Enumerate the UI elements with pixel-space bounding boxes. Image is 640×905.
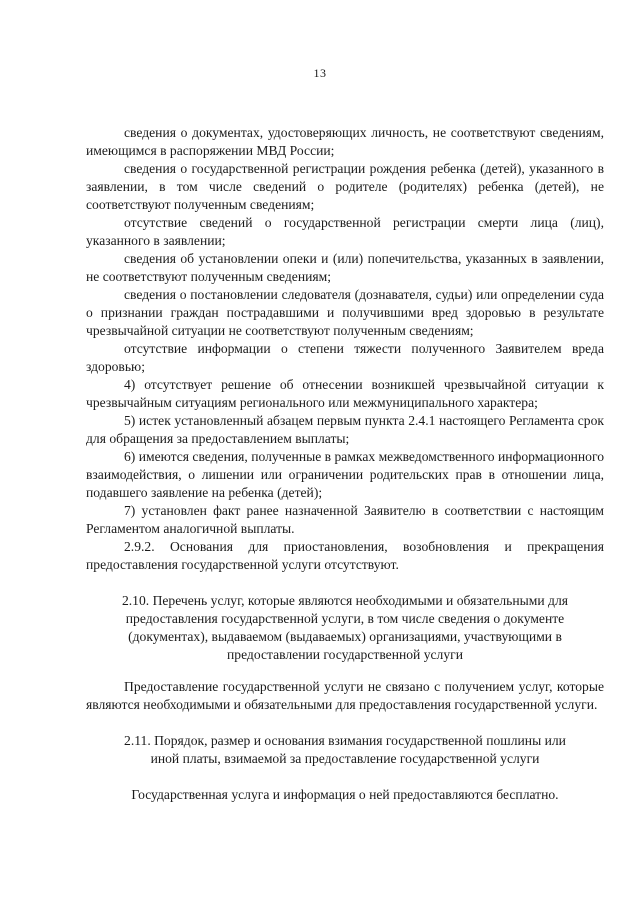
page-number: 13 [313, 66, 327, 80]
paragraph: 5) истек установленный абзацем первым пункта 2.4.1 настоящего Регламента срок для обращения за предоставлением выплаты; [86, 413, 604, 446]
section-2-11-text: Государственная услуга и информация о ней предоставляются бесплатно. [131, 787, 559, 802]
section-2-10-text: Предоставление государственной услуги не связано с получением услуг, которые являются необходимыми и обязательными для предоставления государственной услуги. [86, 679, 604, 712]
paragraph: сведения о государственной регистрации рождения ребенка (детей), указанного в заявлении, в том числе сведений о родителе (родителях) ребенка (детей), не соответствуют полученным сведениям; [86, 161, 604, 212]
paragraph: отсутствие информации о степени тяжести полученного Заявителем вреда здоровью; [86, 341, 604, 374]
section-2-11-heading: 2.11. Порядок, размер и основания взимания государственной пошлины или иной платы, взимаемой за предоставление государственной услуги [124, 733, 566, 766]
paragraph: 6) имеются сведения, полученные в рамках межведомственного информационного взаимодействия, о лишении или ограничении родительских прав в отношении лица, подавшего заявление на ребенка (детей); [86, 449, 604, 500]
section-2-10-heading: 2.10. Перечень услуг, которые являются необходимыми и обязательными для предоставления государственной услуги, в том числе сведения о документе (документах), выдаваемом (выдаваемых) организациями, участвующими в предоставлении государственной услуги [121, 593, 568, 662]
paragraph: 2.9.2. Основания для приостановления, возобновления и прекращения предоставления государственной услуги отсутствуют. [86, 539, 604, 572]
paragraph: 7) установлен факт ранее назначенной Заявителю в соответствии с настоящим Регламентом аналогичной выплаты. [86, 503, 604, 536]
paragraph: сведения об установлении опеки и (или) попечительства, указанных в заявлении, не соответствуют полученным сведениям; [86, 251, 604, 284]
document-body [86, 124, 604, 804]
paragraph: сведения о документах, удостоверяющих личность, не соответствуют сведениям, имеющимся в распоряжении МВД России; [86, 125, 604, 158]
paragraph: сведения о постановлении следователя (дознавателя, судьи) или определении суда о признании граждан пострадавшими и получившими вред здоровью в результате чрезвычайной ситуации не соответствуют полученным сведениям; [86, 287, 604, 338]
paragraph: 4) отсутствует решение об отнесении возникшей чрезвычайной ситуации к чрезвычайным ситуациям регионального или межмуниципального характера; [86, 377, 604, 410]
paragraph: отсутствие сведений о государственной регистрации смерти лица (лиц), указанного в заявлении; [86, 215, 604, 248]
